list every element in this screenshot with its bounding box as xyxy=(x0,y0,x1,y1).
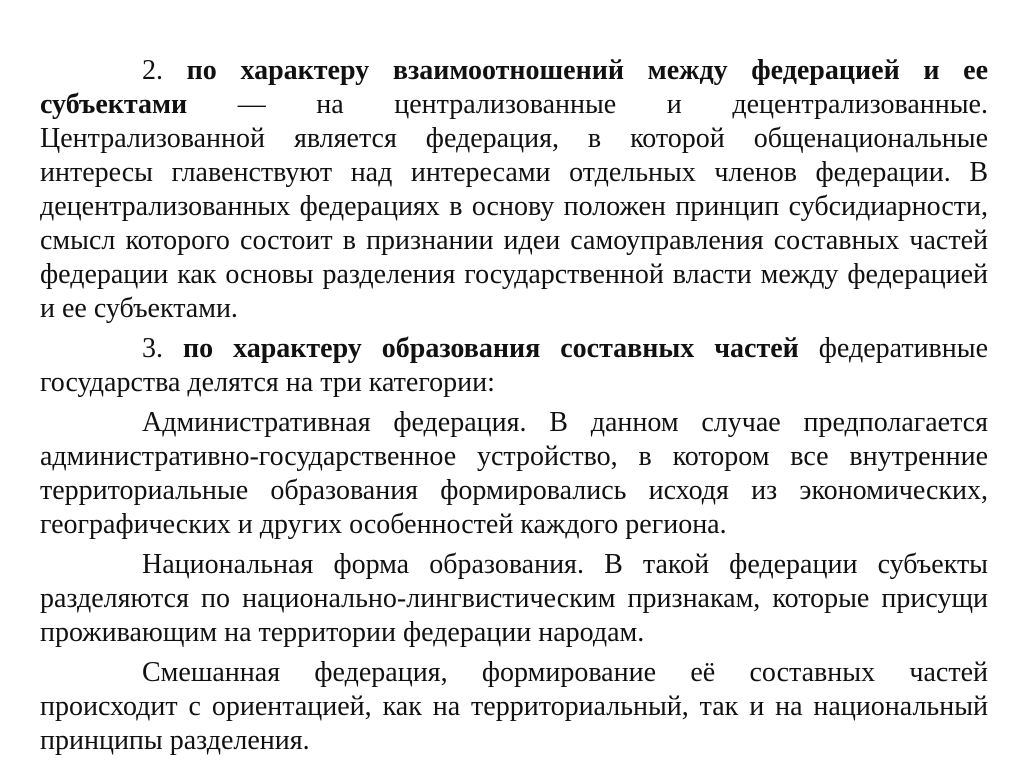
paragraph-number: 3. xyxy=(142,333,163,364)
paragraph-heading: по характеру образования составных частей xyxy=(182,333,799,364)
paragraph-mixed xyxy=(40,656,988,758)
paragraph-text: — на централизованные и децентрализованные. Централизованной является федерация, в которой общенациональные интересы главенствуют над интересами отдельных членов федерации. В децентрализованных федерациях в основу положен принцип субсидиарности, смысл которого состоит в признании идеи самоуправления составных частей федерации как основы разделения государственной власти между федерацией и ее субъектами. xyxy=(40,89,988,324)
paragraph-administrative xyxy=(40,406,988,542)
paragraph-heading: по характеру взаимоотношений между федерацией и ее субъектами xyxy=(40,55,989,120)
paragraph-number: 2. xyxy=(142,55,163,86)
paragraph-formation xyxy=(40,332,988,400)
paragraph-text: Административная федерация. В данном случае предполагается административно-государственное устройство, в котором все внутренние территориальные образования формировались исходя из экономических, географических и других особенностей каждого региона. xyxy=(40,407,988,540)
document-page xyxy=(40,54,988,764)
paragraph-national xyxy=(40,548,988,650)
paragraph-centralization xyxy=(40,54,988,326)
paragraph-text: Смешанная федерация, формирование её составных частей происходит с ориентацией, как на территориальный, так и на национальный принципы разделения. xyxy=(40,657,988,756)
paragraph-text: Национальная форма образования. В такой федерации субъекты разделяются по национально-лингвистическим признакам, которые присущи проживающим на территории федерации народам. xyxy=(40,549,988,648)
paragraph-text: федеративные государства делятся на три категории: xyxy=(40,333,989,398)
